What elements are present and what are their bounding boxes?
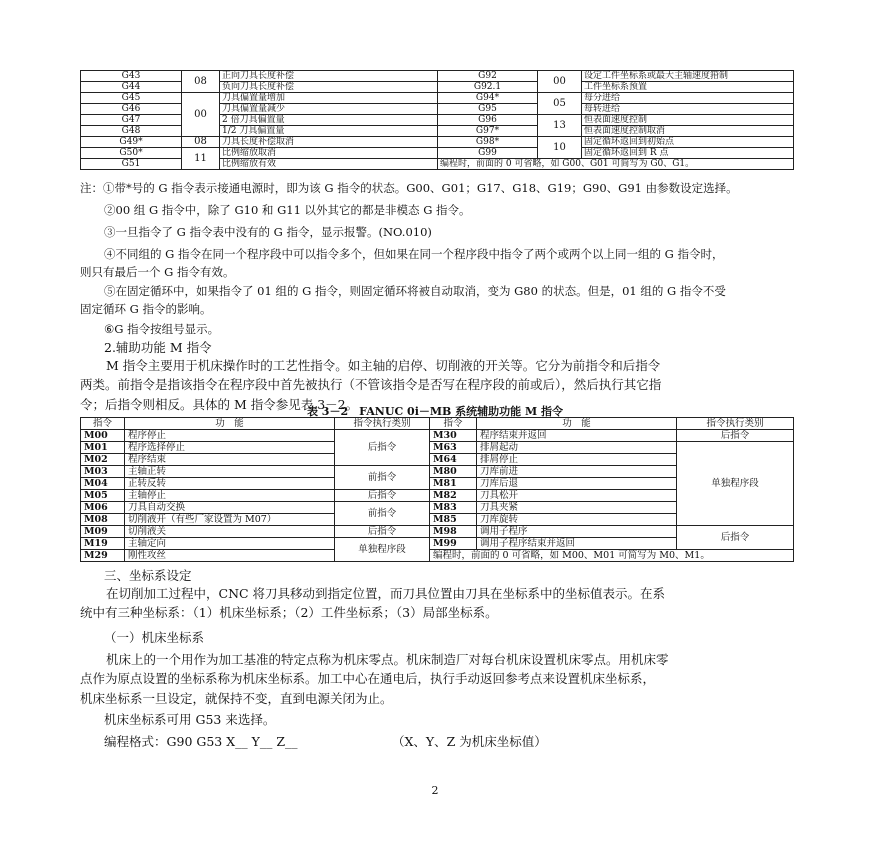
header-cell: 指令执行类别	[335, 418, 430, 430]
function-cell: 排屑起动	[477, 442, 677, 454]
m-code-cell: M05	[81, 490, 125, 502]
note-6: ⑥G 指令按组号显示。	[104, 322, 220, 336]
format-line: 编程格式：G90 G53 X__ Y__ Z__	[104, 734, 298, 749]
function-cell: 正向刀具长度补偿	[220, 71, 438, 82]
para-line: M 指令主要用于机床操作时的工艺性指令。如主轴的启停、切削液的开关等。它分为前指令和后指令	[106, 358, 661, 373]
page-number: 2	[431, 784, 439, 797]
table-row	[81, 148, 794, 159]
header-cell: 指令执行类别	[677, 418, 794, 430]
group-cell: 08	[182, 137, 220, 148]
g-code-cell: G47	[81, 115, 182, 126]
function-cell: 2 倍刀具偏置量	[220, 115, 438, 126]
m-code-cell: M09	[81, 526, 125, 538]
m-code-cell: M02	[81, 454, 125, 466]
header-cell: 指令	[430, 418, 477, 430]
note-4-cont: 则只有最后一个 G 指令有效。	[80, 265, 235, 279]
m-code-cell: M29	[81, 550, 125, 562]
function-cell: 刚性攻丝	[125, 550, 335, 562]
type-cell: 后指令	[677, 526, 794, 550]
m-code-table	[80, 417, 794, 562]
table-row	[81, 430, 794, 442]
m-code-cell: M85	[430, 514, 477, 526]
note-2: ②00 组 G 指令中，除了 G10 和 G11 以外其它的都是非模态 G 指令。	[104, 203, 471, 217]
g-code-cell: G92.1	[438, 82, 538, 93]
g-code-cell: G48	[81, 126, 182, 137]
function-cell: 恒表面速度控制	[582, 115, 794, 126]
group-cell: 05	[538, 93, 582, 115]
function-cell: 固定循环返回到 R 点	[582, 148, 794, 159]
paragraph-machine-coordinates	[80, 650, 793, 708]
table-caption: 表 3－2 FANUC 0i－MB 系统辅助功能 M 指令	[306, 405, 564, 418]
m-code-cell: M04	[81, 478, 125, 490]
para-line: 两类。前指令是指该指令在程序段中首先被执行（不管该指令是否写在程序段的前或后），然后执行其它指	[80, 377, 662, 393]
function-cell: 设定工件坐标系或最大主轴速度箝制	[582, 71, 794, 82]
m-code-cell: M80	[430, 466, 477, 478]
g-code-cell: G98*	[438, 137, 538, 148]
table-row	[81, 550, 794, 562]
function-cell: 刀库前进	[477, 466, 677, 478]
g-code-cell: G94*	[438, 93, 538, 104]
function-cell: 主轴停止	[125, 490, 335, 502]
table-footnote-cell: 编程时，前面的 0 可省略，如 M00、M01 可简写为 M0、M1。	[430, 550, 794, 562]
function-cell: 每转进给	[582, 104, 794, 115]
g-code-cell: G44	[81, 82, 182, 93]
function-cell: 程序结束并返回	[477, 430, 677, 442]
note-5: ⑤在固定循环中，如果指令了 01 组的 G 指令，则固定循环将被自动取消，变为 G80 的状态。但是，01 组的 G 指令不受	[104, 284, 726, 298]
section-heading-m: 2.辅助功能 M 指令	[104, 340, 212, 355]
g-code-cell: G49*	[81, 137, 182, 148]
function-cell: 1/2 刀具偏置量	[220, 126, 438, 137]
function-cell: 每分进给	[582, 93, 794, 104]
g53-line: 机床坐标系可用 G53 来选择。	[104, 712, 276, 727]
para-line: 在切削加工过程中，CNC 将刀具移动到指定位置，而刀具位置由刀具在坐标系中的坐标值表示。在系	[106, 586, 666, 601]
table-row	[81, 442, 794, 454]
table-row	[81, 93, 794, 104]
function-cell: 刀具夹紧	[477, 502, 677, 514]
function-cell: 刀具松开	[477, 490, 677, 502]
function-cell: 调用子程序结束并返回	[477, 538, 677, 550]
function-cell: 切削液关	[125, 526, 335, 538]
g-code-table	[80, 70, 794, 170]
group-cell: 10	[538, 137, 582, 159]
function-cell: 负向刀具长度补偿	[220, 82, 438, 93]
header-cell: 指令	[81, 418, 125, 430]
group-cell: 00	[182, 93, 220, 137]
table-footnote-cell: 编程时，前面的 0 可省略，如 G00、G01 可简写为 G0、G1。	[438, 159, 794, 170]
m-code-cell: M03	[81, 466, 125, 478]
g-code-cell: G50*	[81, 148, 182, 159]
g-code-cell: G99	[438, 148, 538, 159]
m-code-cell: M98	[430, 526, 477, 538]
g-code-cell: G96	[438, 115, 538, 126]
section-heading-coordinates: 三、坐标系设定	[104, 568, 192, 583]
g-code-cell: G95	[438, 104, 538, 115]
subsection-heading: （一）机床坐标系	[104, 630, 205, 645]
m-code-cell: M06	[81, 502, 125, 514]
m-code-cell: M82	[430, 490, 477, 502]
para-line: 机床上的一个用作为加工基准的特定点称为机床零点。机床制造厂对每台机床设置机床零点。用机床零	[106, 652, 669, 667]
function-cell: 排屑停止	[477, 454, 677, 466]
m-code-cell: M01	[81, 442, 125, 454]
note-3: ③一旦指令了 G 指令表中没有的 G 指令，显示报警。(NO.010)	[104, 225, 432, 239]
function-cell: 刀库旋转	[477, 514, 677, 526]
para-line: 令；后指令则相反。具体的 M 指令参见表 3－2。	[80, 396, 359, 412]
m-code-cell: M81	[430, 478, 477, 490]
function-cell: 刀具长度补偿取消	[220, 137, 438, 148]
group-cell: 00	[538, 71, 582, 93]
g-code-cell: G51	[81, 159, 182, 170]
m-code-cell: M64	[430, 454, 477, 466]
function-cell: 主轴正转	[125, 466, 335, 478]
para-line: 统中有三种坐标系：（1）机床坐标系；（2）工件坐标系；（3）局部坐标系。	[80, 605, 498, 621]
g-code-cell: G45	[81, 93, 182, 104]
function-cell: 工件坐标系预置	[582, 82, 794, 93]
group-cell: 08	[182, 71, 220, 93]
g-code-cell: G92	[438, 71, 538, 82]
m-code-cell: M99	[430, 538, 477, 550]
m-code-cell: M19	[81, 538, 125, 550]
function-cell: 程序停止	[125, 430, 335, 442]
header-cell: 功 能	[477, 418, 677, 430]
header-cell: 功 能	[125, 418, 335, 430]
type-cell: 单独程序段	[677, 442, 794, 526]
type-cell: 后指令	[335, 526, 430, 538]
m-code-cell: M83	[430, 502, 477, 514]
function-cell: 刀具自动交换	[125, 502, 335, 514]
para-line: 机床坐标系一旦设定，就保持不变，直到电源关闭为止。	[80, 690, 393, 706]
type-cell: 前指令	[335, 466, 430, 490]
function-cell: 切削液开（有些厂家设置为 M07）	[125, 514, 335, 526]
note-5-cont: 固定循环 G 指令的影响。	[80, 302, 212, 316]
type-cell: 前指令	[335, 502, 430, 526]
function-cell: 刀具偏置量减少	[220, 104, 438, 115]
type-cell: 后指令	[335, 430, 430, 466]
type-cell: 单独程序段	[335, 538, 430, 562]
g-code-cell: G46	[81, 104, 182, 115]
format-note: （X、Y、Z 为机床坐标值）	[392, 734, 547, 749]
function-cell: 比例缩放有效	[220, 159, 438, 170]
para-line: 点作为原点设置的坐标系称为机床坐标系。加工中心在通电后，执行手动返回参考点来设置机床坐标系，	[80, 671, 656, 687]
group-cell: 13	[538, 115, 582, 137]
table-row	[81, 71, 794, 82]
type-cell: 后指令	[677, 430, 794, 442]
function-cell: 刀具偏置量增加	[220, 93, 438, 104]
g-code-cell: G43	[81, 71, 182, 82]
m-code-cell: M00	[81, 430, 125, 442]
type-cell: 后指令	[335, 490, 430, 502]
table-header-row	[81, 418, 794, 430]
paragraph-coordinates	[80, 584, 793, 623]
note-4: ④不同组的 G 指令在同一个程序段中可以指令多个，但如果在同一个程序段中指令了两个或两个以上同一组的 G 指令时，	[104, 247, 724, 261]
function-cell: 固定循环返回到初始点	[582, 137, 794, 148]
function-cell: 刀库后退	[477, 478, 677, 490]
table-row	[81, 526, 794, 538]
m-code-cell: M63	[430, 442, 477, 454]
function-cell: 程序选择停止	[125, 442, 335, 454]
m-code-cell: M08	[81, 514, 125, 526]
function-cell: 正转反转	[125, 478, 335, 490]
note-1: 注：①带*号的 G 指令表示接通电源时，即为该 G 指令的状态。G00、G01；G17、G18、G19；G90、G91 由参数设定选择。	[80, 181, 738, 195]
group-cell: 11	[182, 148, 220, 170]
m-code-cell: M30	[430, 430, 477, 442]
function-cell: 主轴定向	[125, 538, 335, 550]
function-cell: 调用子程序	[477, 526, 677, 538]
function-cell: 比例缩放取消	[220, 148, 438, 159]
table-row	[81, 137, 794, 148]
g-code-cell: G97*	[438, 126, 538, 137]
function-cell: 程序结束	[125, 454, 335, 466]
function-cell: 恒表面速度控制取消	[582, 126, 794, 137]
